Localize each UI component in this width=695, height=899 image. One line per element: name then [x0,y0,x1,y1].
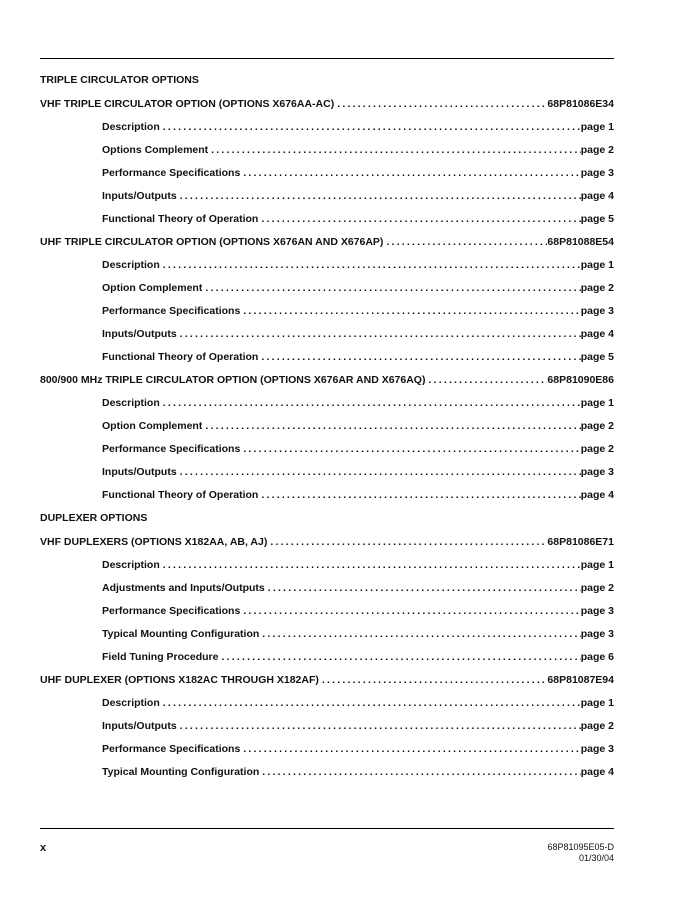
item-label: Description [102,259,160,271]
toc-item[interactable] [40,328,614,351]
toc-item[interactable] [40,397,614,420]
dot-leader [259,628,580,640]
dot-leader [160,121,581,133]
toc-item[interactable] [40,559,614,582]
dot-leader [160,397,581,409]
dot-leader [258,351,580,363]
dot-leader [160,259,581,271]
item-page: page 3 [580,305,614,317]
item-label: Performance Specifications [102,605,241,617]
toc-item[interactable] [40,582,614,605]
dot-leader [240,305,580,317]
bottom-rule [40,828,614,829]
item-page: page 3 [580,628,614,640]
dot-leader [202,282,580,294]
dot-leader [240,605,580,617]
item-label: Performance Specifications [102,443,241,455]
toc-item[interactable] [40,167,614,190]
item-page: page 4 [580,766,614,778]
item-page: page 2 [580,720,614,732]
toc-item[interactable] [40,443,614,466]
group-heading [40,74,614,98]
item-page: page 1 [580,397,614,409]
dot-leader [240,443,580,455]
item-label: Description [102,121,160,133]
toc-section-entry[interactable] [40,536,614,559]
item-label: Performance Specifications [102,167,241,179]
toc-item[interactable] [40,628,614,651]
item-label: Functional Theory of Operation [102,213,259,225]
item-page: page 3 [580,743,614,755]
toc-item[interactable] [40,190,614,213]
toc-item[interactable] [40,489,614,512]
section-title: UHF TRIPLE CIRCULATOR OPTION (OPTIONS X676AN AND X676AP) [40,236,384,248]
footer-doc-number: 68P81095E05-D [547,842,614,852]
toc-item[interactable] [40,351,614,374]
footer-doc-info [547,842,614,864]
dot-leader [160,559,581,571]
item-label: Inputs/Outputs [102,720,177,732]
item-label: Option Complement [102,420,203,432]
dot-leader [202,420,580,432]
group-heading [40,512,614,536]
toc-item[interactable] [40,605,614,628]
section-doc-number: 68P81087E94 [547,674,614,686]
table-of-contents [40,74,614,789]
dot-leader [319,674,548,686]
item-label: Options Complement [102,144,209,156]
toc-item[interactable] [40,213,614,236]
item-page: page 2 [580,582,614,594]
item-page: page 5 [580,351,614,363]
dot-leader [265,582,581,594]
item-page: page 1 [580,259,614,271]
toc-item[interactable] [40,766,614,789]
item-label: Performance Specifications [102,743,241,755]
group-heading-text: DUPLEXER OPTIONS [40,512,148,524]
toc-section-entry[interactable] [40,674,614,697]
item-label: Inputs/Outputs [102,328,177,340]
section-doc-number: 68P81086E34 [547,98,614,110]
dot-leader [267,536,547,548]
dot-leader [177,328,581,340]
dot-leader [425,374,547,386]
item-page: page 3 [580,466,614,478]
section-doc-number: 68P81088E54 [547,236,614,248]
toc-item[interactable] [40,305,614,328]
item-page: page 4 [580,328,614,340]
dot-leader [383,236,547,248]
dot-leader [240,743,580,755]
toc-item[interactable] [40,651,614,674]
toc-item[interactable] [40,121,614,144]
section-title: UHF DUPLEXER (OPTIONS X182AC THROUGH X182AF) [40,674,319,686]
item-label: Inputs/Outputs [102,190,177,202]
item-page: page 1 [580,121,614,133]
dot-leader [258,489,580,501]
dot-leader [177,190,581,202]
section-doc-number: 68P81090E86 [547,374,614,386]
top-rule [40,58,614,59]
item-label: Performance Specifications [102,305,241,317]
item-page: page 2 [580,282,614,294]
item-label: Description [102,397,160,409]
item-label: Typical Mounting Configuration [102,628,260,640]
item-page: page 2 [580,144,614,156]
item-page: page 2 [580,420,614,432]
item-label: Option Complement [102,282,203,294]
toc-item[interactable] [40,144,614,167]
item-label: Inputs/Outputs [102,466,177,478]
dot-leader [258,213,580,225]
toc-item[interactable] [40,259,614,282]
toc-section-entry[interactable] [40,374,614,397]
dot-leader [208,144,581,156]
section-title: VHF DUPLEXERS (OPTIONS X182AA, AB, AJ) [40,536,268,548]
item-label: Functional Theory of Operation [102,351,259,363]
item-label: Typical Mounting Configuration [102,766,260,778]
toc-item[interactable] [40,720,614,743]
dot-leader [334,98,547,110]
section-doc-number: 68P81086E71 [547,536,614,548]
toc-item[interactable] [40,743,614,766]
item-label: Field Tuning Procedure [102,651,219,663]
group-heading-text: TRIPLE CIRCULATOR OPTIONS [40,74,199,86]
item-page: page 2 [580,443,614,455]
dot-leader [177,720,581,732]
item-page: page 5 [580,213,614,225]
item-page: page 1 [580,697,614,709]
item-label: Adjustments and Inputs/Outputs [102,582,265,594]
toc-item[interactable] [40,420,614,443]
item-page: page 3 [580,167,614,179]
toc-item[interactable] [40,697,614,720]
item-label: Description [102,697,160,709]
dot-leader [218,651,580,663]
item-page: page 6 [580,651,614,663]
item-label: Description [102,559,160,571]
dot-leader [259,766,580,778]
footer-date: 01/30/04 [578,853,614,863]
dot-leader [240,167,580,179]
item-page: page 3 [580,605,614,617]
section-title: 800/900 MHz TRIPLE CIRCULATOR OPTION (OPTIONS X676AR AND X676AQ) [40,374,426,386]
toc-section-entry[interactable] [40,98,614,121]
dot-leader [177,466,581,478]
toc-item[interactable] [40,466,614,489]
toc-section-entry[interactable] [40,236,614,259]
item-page: page 4 [580,190,614,202]
toc-item[interactable] [40,282,614,305]
item-page: page 4 [580,489,614,501]
item-label: Functional Theory of Operation [102,489,259,501]
item-page: page 1 [580,559,614,571]
dot-leader [160,697,581,709]
section-title: VHF TRIPLE CIRCULATOR OPTION (OPTIONS X676AA-AC) [40,98,335,110]
page-number: x [40,842,47,854]
